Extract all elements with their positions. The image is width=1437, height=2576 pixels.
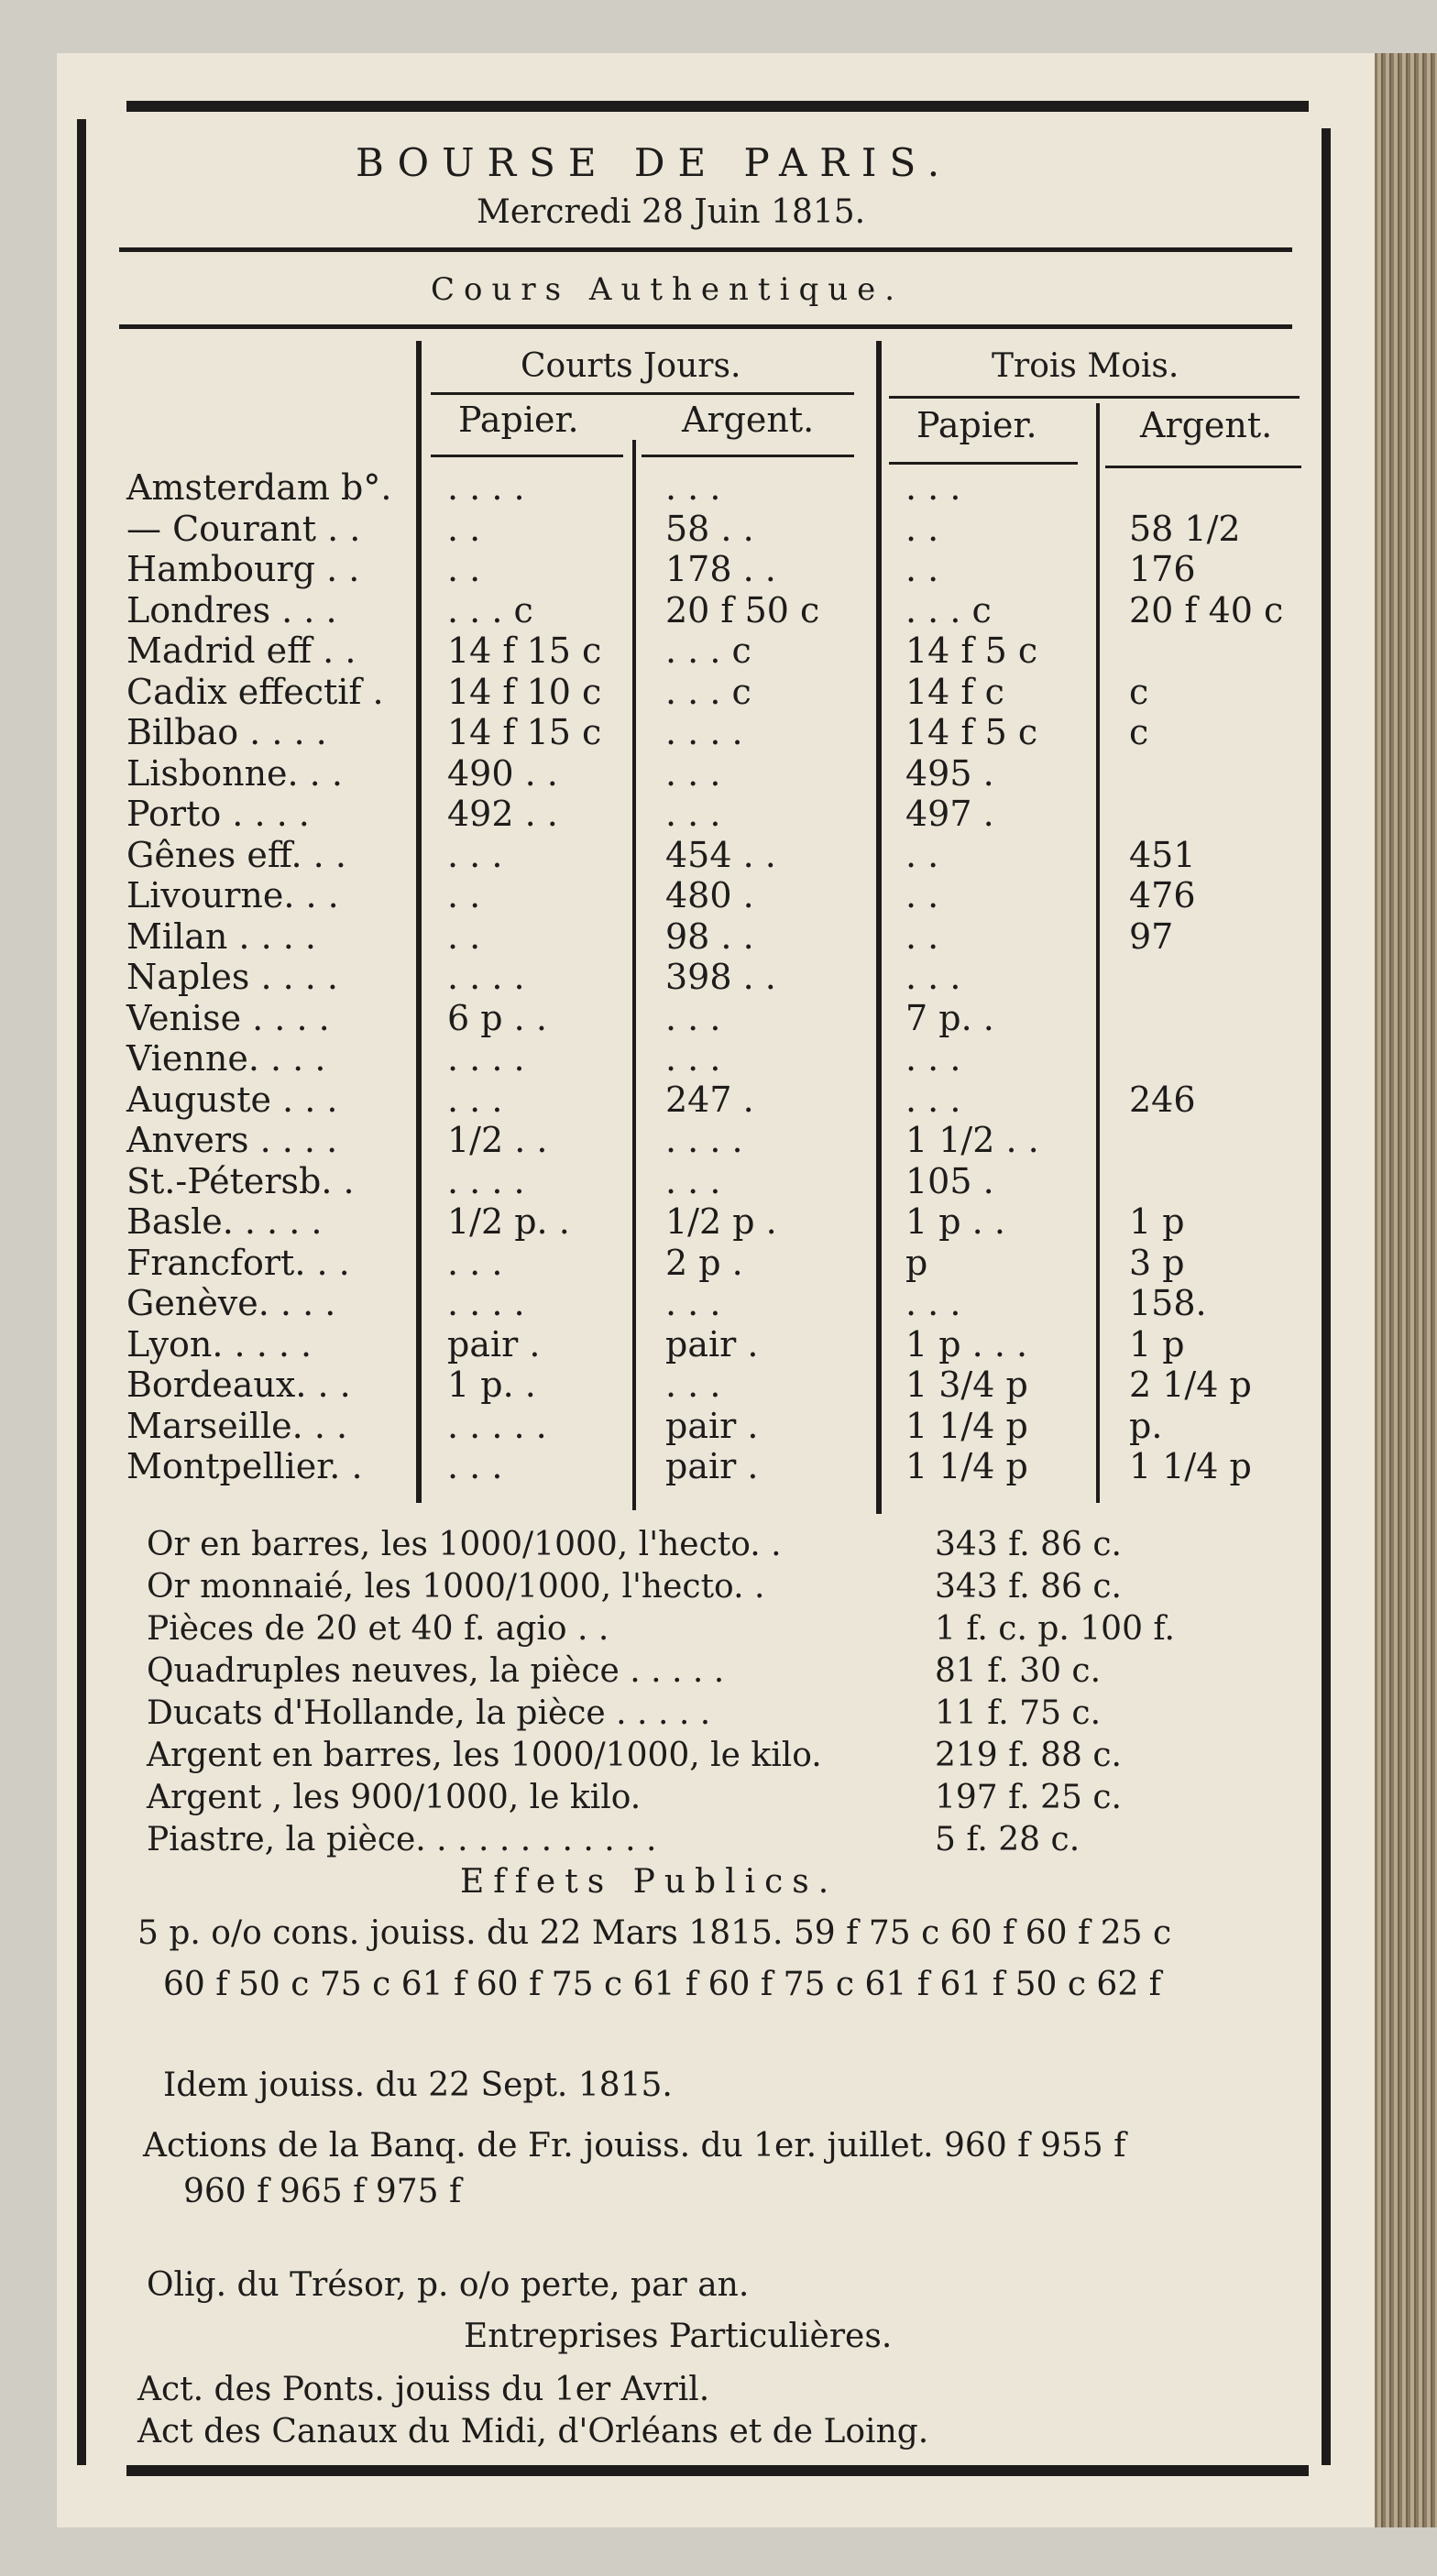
row-place: Amsterdam b°. [126,467,392,508]
row-place: Anvers . . . . [126,1120,338,1160]
row-place: Marseille. . . [126,1405,348,1446]
row-papier-courts: . . . . [447,1283,525,1323]
row-papier-courts: . . . [447,834,503,875]
row-argent-courts: . . . [665,794,721,834]
table-row [0,875,1437,915]
col-argent-trois: Argent. [1140,405,1273,445]
row-argent-trois: c [1129,712,1149,752]
row-argent-trois: 476 [1129,875,1196,915]
row-argent-courts: . . . . [665,1120,743,1160]
row-argent-courts: 2 p . [665,1242,743,1283]
row-argent-courts: . . . c [665,671,751,712]
colhead-rule-2 [642,455,854,457]
row-argent-trois: 1 p [1129,1201,1185,1242]
row-argent-trois: c [1129,671,1149,712]
row-papier-trois: 495 . [905,752,994,794]
row-place: Genève. . . . [126,1283,336,1323]
effets-line-5: 960 f 965 f 975 f [183,2173,462,2210]
row-papier-courts: 490 . . [447,752,558,794]
row-argent-trois: 451 [1129,834,1196,875]
row-place: Gênes eff. . . [126,834,346,875]
row-papier-trois: 105 . [905,1160,994,1201]
row-place: Auguste . . . [126,1079,338,1120]
row-argent-trois: 3 p [1129,1242,1185,1283]
row-place: Porto . . . . [126,794,310,834]
table-row [0,794,1437,834]
row-argent-courts: . . . [665,752,721,794]
table-row [0,630,1437,671]
row-papier-courts: . . [447,875,481,915]
row-argent-courts: . . . [665,1365,721,1405]
table-row [0,1038,1437,1079]
row-argent-trois: 58 1/2 [1129,508,1241,549]
list-item [0,1567,1437,1607]
metal-value: 81 f. 30 c. [935,1652,1102,1690]
row-papier-trois: 1 1/2 . . [905,1120,1039,1160]
table-row [0,1080,1437,1120]
group-courts-jours: Courts Jours. [521,347,741,385]
row-argent-trois: 246 [1129,1079,1196,1120]
row-papier-trois: . . [905,875,939,915]
row-papier-trois: 1 1/4 p [905,1446,1028,1486]
col-papier-courts: Papier. [458,400,579,440]
section-title: Cours Authentique. [431,271,905,308]
metal-label: Argent en barres, les 1000/1000, le kilo. [147,1737,822,1774]
page-title: BOURSE DE PARIS. [356,140,953,185]
row-place: Lyon. . . . . [126,1323,313,1365]
col-papier-trois: Papier. [916,405,1037,445]
row-papier-trois: . . . [905,1038,961,1079]
row-papier-courts: . . . . [447,467,525,508]
row-place: Bordeaux. . . [126,1365,351,1405]
row-place: Livourne. . . [126,875,339,915]
page-date: Mercredi 28 Juin 1815. [477,193,866,231]
list-item [0,1651,1437,1692]
metal-value: 11 f. 75 c. [935,1694,1102,1732]
row-argent-trois: p. [1129,1405,1163,1446]
row-argent-courts: 98 . . [665,915,754,957]
row-papier-trois: . . . c [905,589,992,630]
row-argent-courts: 247 . [665,1079,754,1120]
row-argent-courts: 20 f 50 c [665,589,820,630]
row-papier-trois: . . . [905,1283,961,1323]
row-papier-trois: 14 f 5 c [905,630,1038,671]
row-place: Lisbonne. . . [126,752,343,794]
row-argent-courts: . . . [665,997,721,1038]
effets-line-4: Actions de la Banq. de Fr. jouiss. du 1er. juillet. 960 f 955 f [143,2127,1126,2165]
col-argent-courts: Argent. [682,400,815,440]
header-rule [119,247,1292,252]
list-item [0,1525,1437,1565]
metal-value: 197 f. 25 c. [935,1779,1122,1816]
row-argent-courts: 398 . . [665,957,776,997]
row-papier-courts: 1/2 p. . [447,1201,570,1242]
metal-label: Quadruples neuves, la pièce . . . . . [147,1652,725,1690]
row-argent-trois: 1 1/4 p [1129,1446,1252,1486]
table-row [0,1243,1437,1283]
row-argent-courts: 480 . [665,875,754,915]
list-item [0,1736,1437,1776]
metal-value: 219 f. 88 c. [935,1737,1122,1774]
row-papier-trois: 14 f 5 c [905,712,1038,752]
row-papier-trois: . . . [905,1079,961,1120]
frame-top-rule [126,101,1309,112]
row-place: Venise . . . . [126,997,330,1038]
metal-label: Ducats d'Hollande, la pièce . . . . . [147,1694,711,1732]
table-row [0,672,1437,712]
row-argent-trois: 176 [1129,549,1196,589]
row-papier-trois: 1 p . . . [905,1323,1028,1365]
row-papier-trois: . . [905,915,939,957]
row-argent-courts: 1/2 p . [665,1201,777,1242]
row-argent-courts: . . . [665,1283,721,1323]
section-rule [119,324,1292,329]
row-papier-courts: 1 p. . [447,1365,536,1405]
table-row [0,590,1437,630]
row-place: Londres . . . [126,589,337,630]
row-papier-trois: . . [905,549,939,589]
table-row [0,1324,1437,1365]
row-argent-courts: pair . [665,1446,759,1486]
row-argent-courts: 58 . . [665,508,754,549]
table-row [0,712,1437,752]
group1-underline [431,392,854,395]
effets-heading: Effets Publics. [460,1863,839,1901]
list-item [0,1609,1437,1650]
metal-label: Or monnaié, les 1000/1000, l'hecto. . [147,1568,765,1606]
row-papier-trois: . . . [905,467,961,508]
row-papier-trois: . . [905,834,939,875]
row-place: Bilbao . . . . [126,712,327,752]
row-papier-trois: 497 . [905,794,994,834]
metal-value: 5 f. 28 c. [935,1821,1080,1858]
row-papier-trois: . . [905,508,939,549]
row-papier-courts: . . . . [447,957,525,997]
row-place: Hambourg . . [126,549,360,589]
row-papier-trois: p [905,1242,928,1283]
row-argent-courts: pair . [665,1323,759,1365]
row-papier-courts: pair . [447,1323,541,1365]
row-papier-trois: 7 p. . [905,997,994,1038]
row-papier-courts: . . . c [447,589,533,630]
row-place: Vienne. . . . [126,1038,326,1079]
row-papier-courts: . . . [447,1242,503,1283]
metal-label: Piastre, la pièce. . . . . . . . . . . . [147,1821,657,1858]
metal-label: Pièces de 20 et 40 f. agio . . [147,1610,609,1648]
row-argent-trois: 97 [1129,915,1174,957]
effets-line-6: Olig. du Trésor, p. o/o perte, par an. [147,2266,750,2304]
table-row [0,1406,1437,1446]
row-argent-trois: 20 f 40 c [1129,589,1284,630]
table-row [0,1161,1437,1201]
table-row [0,509,1437,549]
row-place: Francfort. . . [126,1242,350,1283]
list-item [0,1778,1437,1818]
table-row [0,1120,1437,1160]
table-row [0,957,1437,997]
effets-line-3: Idem jouiss. du 22 Sept. 1815. [163,2066,673,2104]
row-argent-courts: pair . [665,1405,759,1446]
row-place: Milan . . . . [126,915,316,957]
row-argent-trois: 2 1/4 p [1129,1365,1252,1405]
table-row [0,753,1437,794]
colhead-rule-1 [431,455,623,457]
table-row [0,916,1437,957]
effets-line-1: 5 p. o/o cons. jouiss. du 22 Mars 1815. 59 f 75 c 60 f 60 f 25 c [137,1914,1172,1952]
group2-underline [889,396,1300,399]
row-papier-courts: . . [447,915,481,957]
row-place: St.-Pétersb. . [126,1160,355,1201]
row-papier-courts: . . . . . [447,1405,547,1446]
row-place: Basle. . . . . [126,1201,323,1242]
row-place: Naples . . . . [126,957,339,997]
row-place: Madrid eff . . [126,630,357,671]
table-row [0,1283,1437,1323]
row-papier-courts: 14 f 15 c [447,712,602,752]
table-row [0,467,1437,508]
row-argent-courts: . . . c [665,630,751,671]
metal-label: Argent , les 900/1000, le kilo. [147,1779,642,1816]
metal-value: 343 f. 86 c. [935,1568,1122,1606]
row-papier-courts: 1/2 . . [447,1120,548,1160]
table-row [0,998,1437,1038]
effets-line-2: 60 f 50 c 75 c 61 f 60 f 75 c 61 f 60 f 75 c 61 f 61 f 50 c 62 f [163,1966,1161,2003]
row-papier-courts: . . [447,549,481,589]
row-papier-courts: . . . . [447,1160,525,1201]
row-argent-courts: 454 . . [665,834,776,875]
table-row [0,1201,1437,1242]
table-row [0,1446,1437,1486]
table-row [0,549,1437,589]
row-papier-courts: . . . [447,1079,503,1120]
row-papier-trois: 1 p . . [905,1201,1005,1242]
colhead-rule-3 [889,462,1078,465]
row-papier-trois: 1 1/4 p [905,1405,1028,1446]
row-papier-trois: 1 3/4 p [905,1365,1028,1405]
row-papier-trois: 14 f c [905,671,1004,712]
row-papier-courts: 6 p . . [447,997,547,1038]
table-row [0,835,1437,875]
row-papier-trois: . . . [905,957,961,997]
row-papier-courts: . . . [447,1446,503,1486]
metal-value: 343 f. 86 c. [935,1526,1122,1563]
list-item [0,1694,1437,1734]
metal-label: Or en barres, les 1000/1000, l'hecto. . [147,1526,782,1563]
row-argent-courts: . . . . [665,712,743,752]
row-argent-courts: . . . [665,1038,721,1079]
row-papier-courts: 14 f 15 c [447,630,602,671]
table-row [0,1365,1437,1405]
row-place: — Courant . . [126,508,361,549]
metal-value: 1 f. c. p. 100 f. [935,1610,1175,1648]
entreprises-line-1: Act. des Ponts. jouiss du 1er Avril. [137,2371,710,2408]
row-papier-courts: 492 . . [447,794,558,834]
row-papier-courts: 14 f 10 c [447,671,602,712]
row-place: Montpellier. . [126,1446,363,1486]
row-place: Cadix effectif . [126,671,384,712]
row-argent-courts: . . . [665,1160,721,1201]
frame-bottom-rule [126,2465,1309,2476]
row-argent-trois: 1 p [1129,1323,1185,1365]
row-papier-courts: . . . . [447,1038,525,1079]
group-trois-mois: Trois Mois. [992,347,1179,385]
list-item [0,1820,1437,1860]
row-argent-courts: 178 . . [665,549,776,589]
row-papier-courts: . . [447,508,481,549]
entreprises-line-2: Act des Canaux du Midi, d'Orléans et de Loing. [137,2413,929,2450]
row-argent-courts: . . . [665,467,721,508]
row-argent-trois: 158. [1129,1283,1207,1323]
entreprises-heading: Entreprises Particulières. [464,2318,893,2355]
